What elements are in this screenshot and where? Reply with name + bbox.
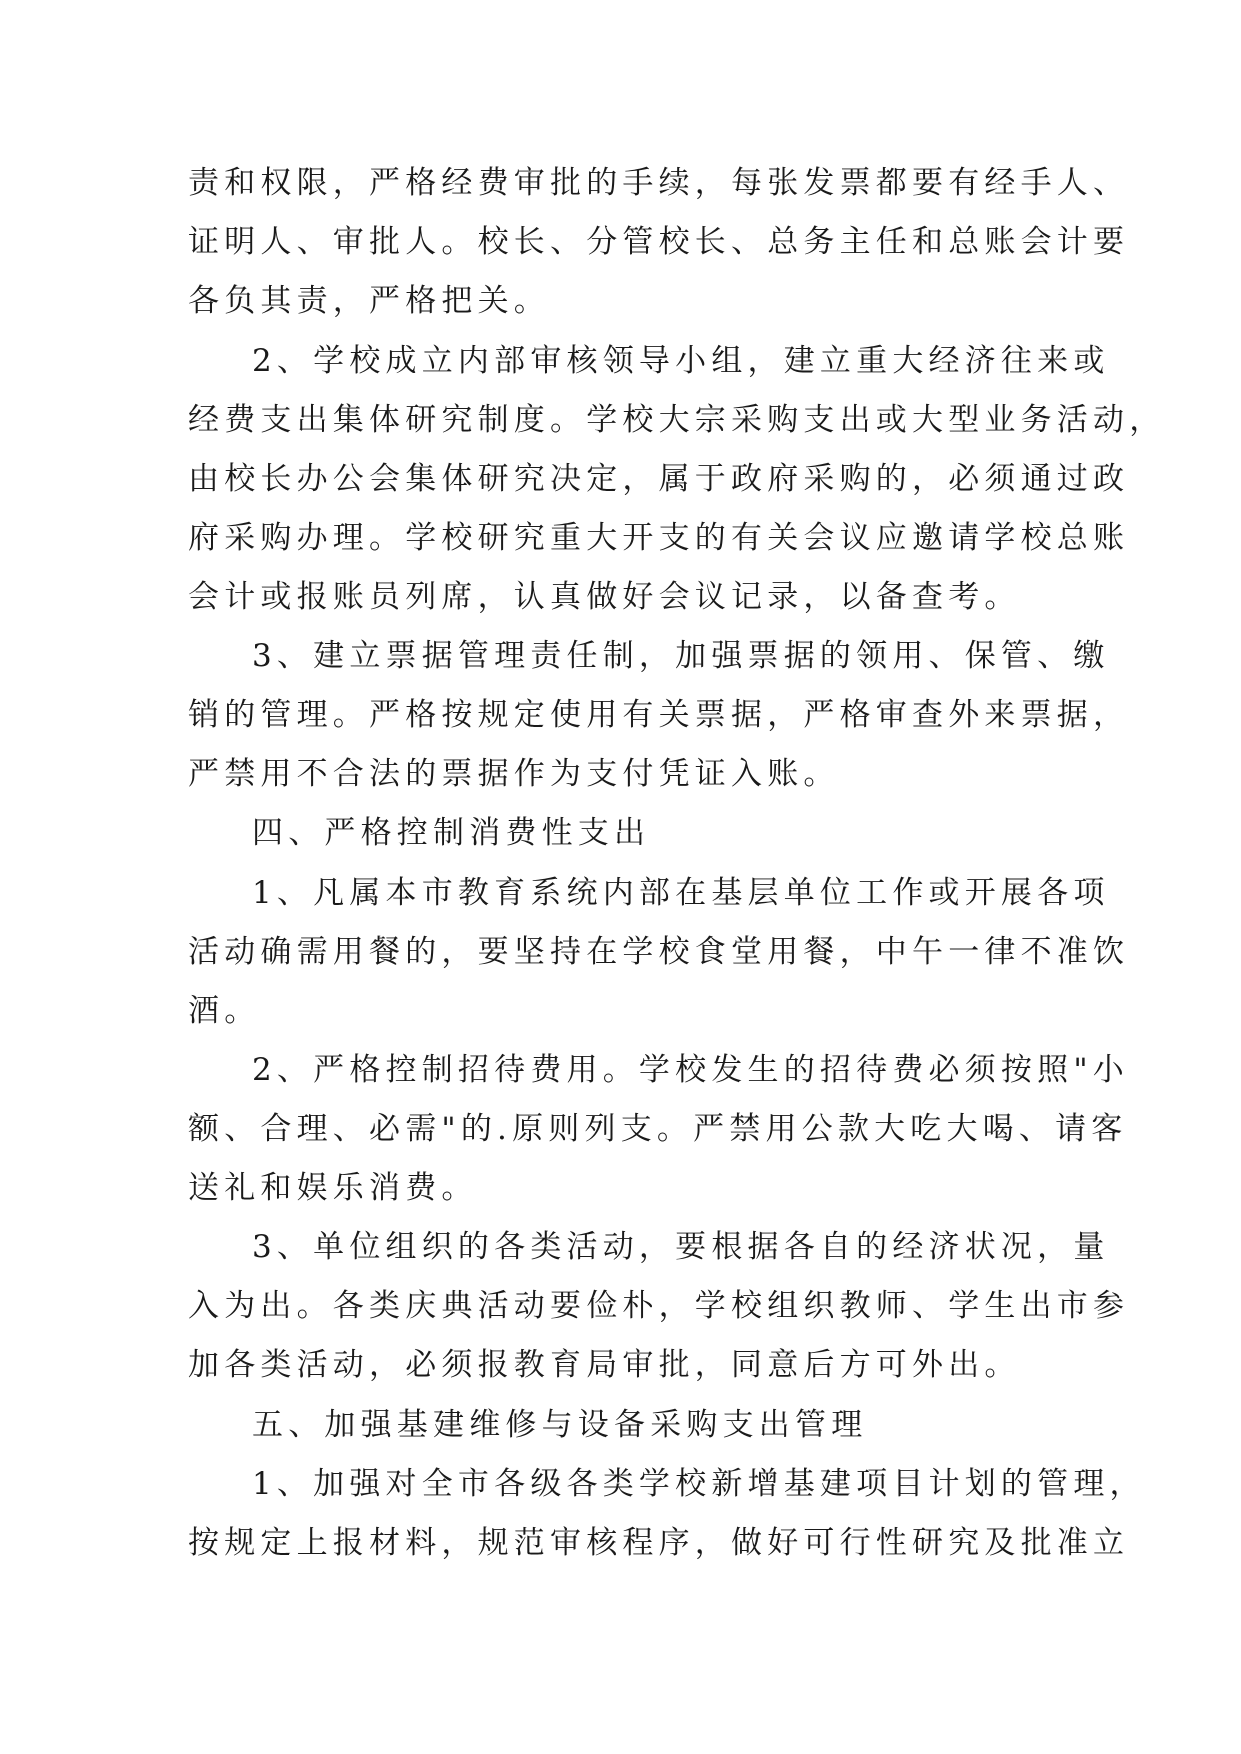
text-line: 各负其责，严格把关。: [188, 283, 550, 319]
text-line: 按规定上报材料，规范审核程序，做好可行性研究及批准立: [188, 1525, 1130, 1561]
text-line: 严禁用不合法的票据作为支付凭证入账。: [188, 756, 840, 792]
text-line: 1、加强对全市各级各类学校新增基建项目计划的管理，: [252, 1466, 1146, 1502]
text-line: 额、合理、必需"的.原则列支。严禁用公款大吃大喝、请客: [188, 1111, 1128, 1147]
text-line: 责和权限，严格经费审批的手续，每张发票都要有经手人、: [188, 165, 1130, 201]
text-line: 销的管理。严格按规定使用有关票据，严格审查外来票据，: [188, 697, 1130, 733]
text-line: 酒。: [188, 993, 261, 1029]
text-line: 2、严格控制招待费用。学校发生的招待费必须按照"小: [252, 1052, 1129, 1088]
text-line: 送礼和娱乐消费。: [188, 1170, 478, 1206]
text-line: 入为出。各类庆典活动要俭朴，学校组织教师、学生出市参: [188, 1288, 1130, 1324]
text-line: 会计或报账员列席，认真做好会议记录，以备查考。: [188, 579, 1021, 615]
text-line: 2、学校成立内部审核领导小组，建立重大经济往来或: [252, 343, 1110, 379]
text-line: 1、凡属本市教育系统内部在基层单位工作或开展各项: [252, 875, 1110, 911]
text-line: 由校长办公会集体研究决定，属于政府采购的，必须通过政: [188, 461, 1130, 497]
text-line: 经费支出集体研究制度。学校大宗采购支出或大型业务活动，: [188, 402, 1166, 438]
section-heading: 四、严格控制消费性支出: [252, 815, 651, 851]
text-line: 加各类活动，必须报教育局审批，同意后方可外出。: [188, 1347, 1021, 1383]
text-line: 3、建立票据管理责任制，加强票据的领用、保管、缴: [252, 638, 1110, 674]
text-line: 证明人、审批人。校长、分管校长、总务主任和总账会计要: [188, 224, 1130, 260]
text-line: 活动确需用餐的，要坚持在学校食堂用餐，中午一律不准饮: [188, 934, 1130, 970]
section-heading: 五、加强基建维修与设备采购支出管理: [252, 1407, 868, 1443]
text-line: 3、单位组织的各类活动，要根据各自的经济状况，量: [252, 1229, 1110, 1265]
text-line: 府采购办理。学校研究重大开支的有关会议应邀请学校总账: [188, 520, 1130, 556]
